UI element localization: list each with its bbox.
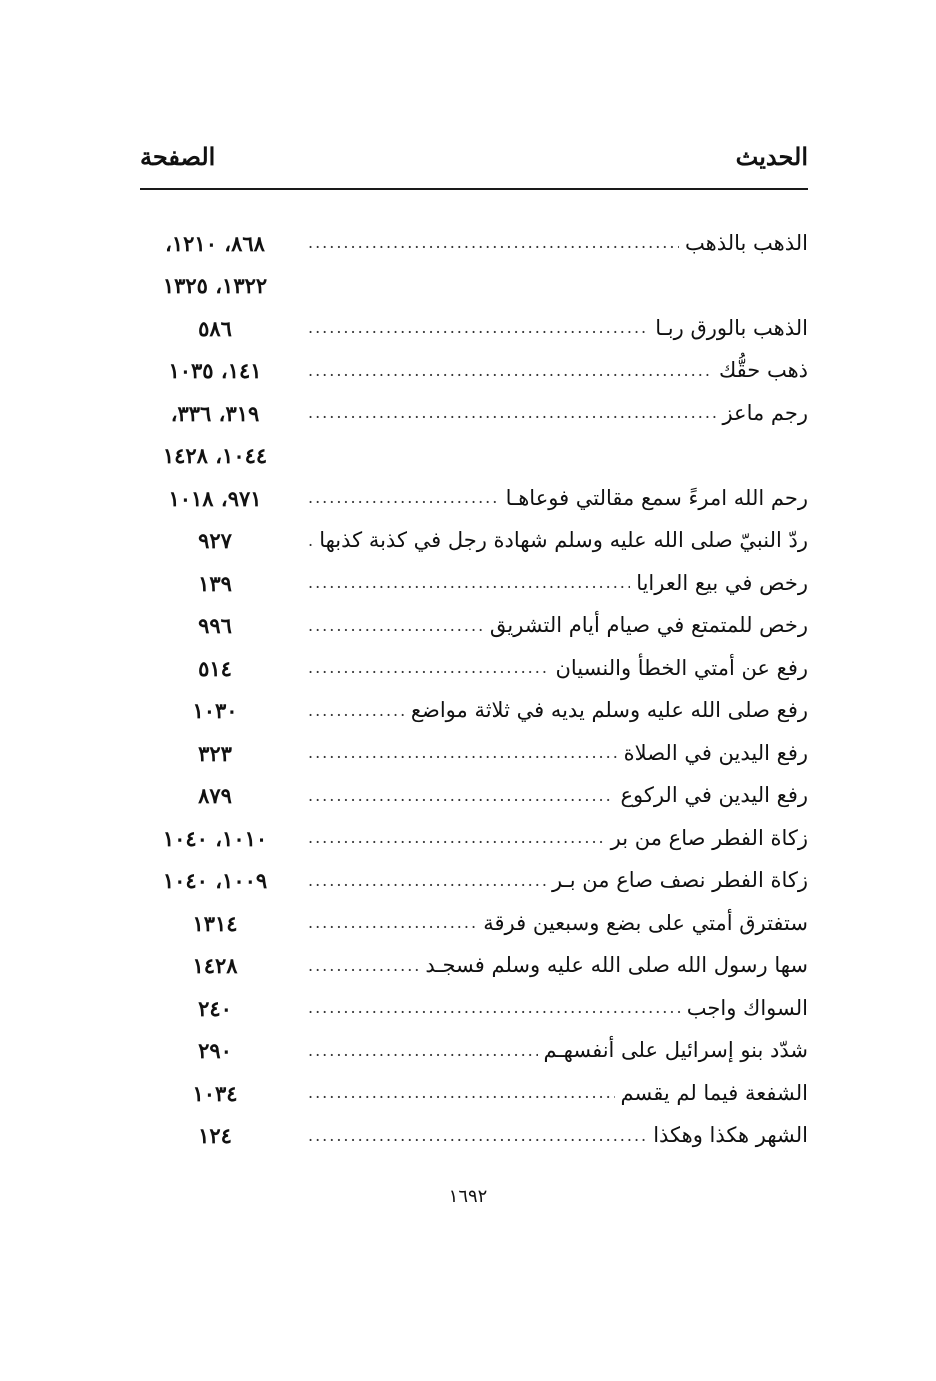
index-entry xyxy=(140,690,808,733)
index-entry xyxy=(140,902,808,945)
index-entry xyxy=(140,307,808,350)
entry-pages: ١٤٢٨ xyxy=(192,953,238,979)
index-entry xyxy=(140,647,808,690)
entry-pages: ١٣٩ xyxy=(198,570,232,596)
entry-pages: ٣١٩، ٣٣٦، xyxy=(170,400,260,426)
index-entry xyxy=(140,945,808,988)
entry-title: الشهر هكذا وهكذا xyxy=(653,1123,808,1148)
index-entry xyxy=(140,860,808,903)
entry-title: رجم ماعز xyxy=(722,400,808,425)
entry-title: زكاة الفطر صاع من بر xyxy=(610,825,808,850)
hadith-column-title: الحديث xyxy=(735,141,808,171)
leader-dots xyxy=(308,405,716,421)
entry-title: السواك واجب xyxy=(686,995,808,1020)
leader-dots xyxy=(308,235,679,251)
entry-pages: ٩٢٧ xyxy=(198,528,232,554)
entry-title: ستفترق أمتي على بضع وسبعين فرقة xyxy=(483,910,808,935)
leader-dots xyxy=(308,1128,647,1144)
index-entry xyxy=(140,732,808,775)
entry-title: سها رسول الله صلى الله عليه وسلم فسجـد xyxy=(425,953,808,978)
entry-pages: ١٠٣٠ xyxy=(192,698,238,724)
page-column-title: الصفحة xyxy=(140,141,216,171)
entry-title: رفع عن أمتي الخطأ والنسيان xyxy=(555,655,808,680)
index-entry xyxy=(140,562,808,605)
leader-dots xyxy=(308,320,649,336)
entry-pages: ٢٩٠ xyxy=(198,1038,232,1064)
index-entry xyxy=(140,775,808,818)
entry-pages: ٩٧١، ١٠١٨ xyxy=(168,485,262,511)
entry-title: ذهب حقُّك xyxy=(718,358,808,383)
entry-title: ردّ النبيّ صلى الله عليه وسلم شهادة رجل في كذبة كذبها xyxy=(319,528,808,553)
index-entry-continuation xyxy=(140,435,808,478)
entry-title: الشفعة فيما لم يقسم xyxy=(620,1080,808,1105)
entry-pages: ٨٧٩ xyxy=(198,783,232,809)
entry-title: رحم الله امرءً سمع مقالتي فوعاهـا xyxy=(505,485,808,510)
header-divider xyxy=(140,188,808,190)
leader-dots xyxy=(308,533,313,549)
entry-title: رخص في بيع العرايا xyxy=(636,570,808,595)
entry-pages: ٢٤٠ xyxy=(198,995,232,1021)
entry-pages: ١٣١٤ xyxy=(192,910,238,936)
entry-pages: ٨٦٨، ١٢١٠، xyxy=(165,230,265,256)
leader-dots xyxy=(308,1043,538,1059)
leader-dots xyxy=(308,363,713,379)
leader-dots xyxy=(308,788,614,804)
index-entry xyxy=(140,1030,808,1073)
index-entry xyxy=(140,392,808,435)
entry-pages: ١٤١، ١٠٣٥ xyxy=(168,358,262,384)
index-entry xyxy=(140,987,808,1030)
entry-pages: ٣٢٣ xyxy=(198,740,232,766)
index-entry xyxy=(140,520,808,563)
entry-title: زكاة الفطر نصف صاع من بـر xyxy=(552,868,808,893)
entry-pages: ١٠٤٤، ١٤٢٨ xyxy=(162,443,268,469)
leader-dots xyxy=(308,660,549,676)
entry-title: رخص للمتمتع في صيام أيام التشريق xyxy=(489,613,808,638)
leader-dots xyxy=(308,1085,615,1101)
entry-pages: ١٣٢٢، ١٣٢٥ xyxy=(162,273,268,299)
entry-title: الذهب بالورق ربـا xyxy=(655,315,808,340)
entry-pages: ٩٩٦ xyxy=(198,613,232,639)
entry-title: رفع صلى الله عليه وسلم يديه في ثلاثة مواضع xyxy=(410,698,808,723)
index-entry xyxy=(140,1072,808,1115)
index-entry xyxy=(140,605,808,648)
index-entry xyxy=(140,477,808,520)
entry-pages: ٥٨٦ xyxy=(198,315,232,341)
entry-pages: ٥١٤ xyxy=(198,655,232,681)
index-entry xyxy=(140,350,808,393)
leader-dots xyxy=(308,703,405,719)
leader-dots xyxy=(308,575,630,591)
entry-title: شدّد بنو إسرائيل على أنفسهـم xyxy=(543,1038,808,1063)
entry-title: رفع اليدين في الصلاة xyxy=(623,740,808,765)
leader-dots xyxy=(308,873,546,889)
leader-dots xyxy=(308,915,477,931)
leader-dots xyxy=(308,1000,681,1016)
index-entry xyxy=(140,817,808,860)
leader-dots xyxy=(308,490,500,506)
entry-pages: ١٠١٠، ١٠٤٠ xyxy=(162,825,268,851)
leader-dots xyxy=(308,830,605,846)
entry-pages: ١٢٤ xyxy=(198,1123,232,1149)
entry-title: رفع اليدين في الركوع xyxy=(620,783,808,808)
column-header xyxy=(140,136,808,176)
entry-title: الذهب بالذهب xyxy=(685,230,808,255)
index-entry-continuation xyxy=(140,265,808,308)
index-entry xyxy=(140,1115,808,1158)
index-entries xyxy=(140,222,808,1157)
leader-dots xyxy=(308,958,419,974)
entry-pages: ١٠٣٤ xyxy=(192,1080,238,1106)
leader-dots xyxy=(308,745,618,761)
page-number: ١٦٩٢ xyxy=(448,1186,488,1207)
index-entry xyxy=(140,222,808,265)
entry-pages: ١٠٠٩، ١٠٤٠ xyxy=(162,868,268,894)
leader-dots xyxy=(308,618,484,634)
